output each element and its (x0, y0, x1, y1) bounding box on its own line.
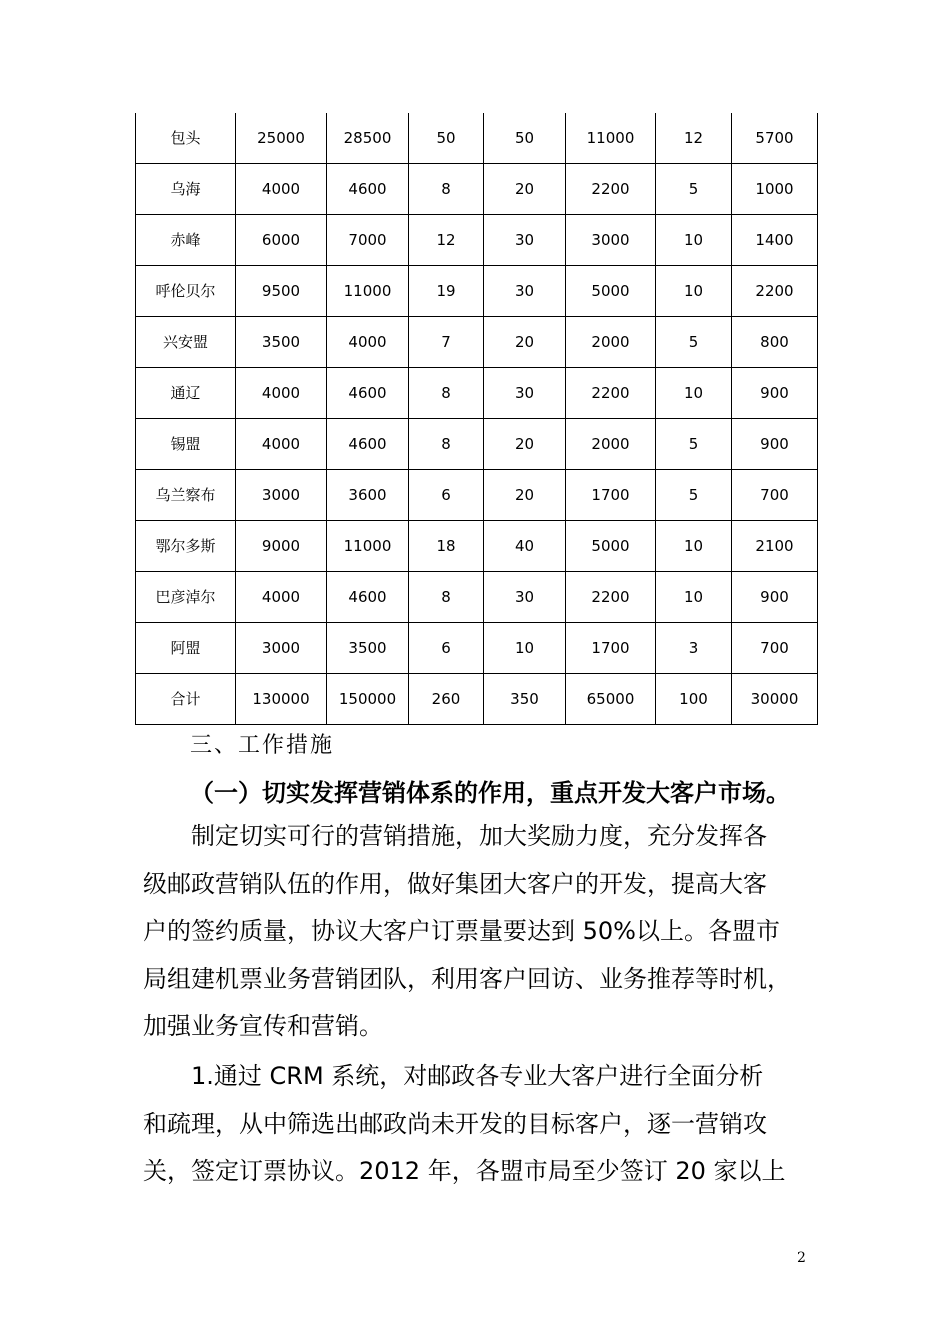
table-row (136, 419, 818, 470)
table-cell: 4000 (236, 419, 327, 470)
paragraph-line: 级邮政营销队伍的作用，做好集团大客户的开发，提高大客 (143, 869, 767, 898)
table-cell: 3000 (566, 215, 656, 266)
table-row (136, 572, 818, 623)
table-row (136, 266, 818, 317)
table-cell: 40 (484, 521, 566, 572)
region-cell: 呼伦贝尔 (136, 266, 236, 317)
region-cell: 鄂尔多斯 (136, 521, 236, 572)
section-heading: 三、工作措施 (190, 733, 335, 758)
table-cell: 6000 (236, 215, 327, 266)
table-cell: 1700 (566, 470, 656, 521)
table-cell: 700 (732, 623, 818, 674)
table-cell: 12 (409, 215, 484, 266)
table-cell: 8 (409, 368, 484, 419)
region-cell: 锡盟 (136, 419, 236, 470)
table-cell: 10 (656, 266, 732, 317)
table-row (136, 470, 818, 521)
table-cell: 900 (732, 572, 818, 623)
table-cell: 20 (484, 317, 566, 368)
table-cell: 3600 (327, 470, 409, 521)
table-cell: 4600 (327, 164, 409, 215)
table-cell: 4000 (236, 368, 327, 419)
table-cell: 4600 (327, 368, 409, 419)
table-row (136, 368, 818, 419)
table-cell: 3000 (236, 470, 327, 521)
table-cell: 20 (484, 419, 566, 470)
table-cell: 2200 (566, 368, 656, 419)
table-cell: 4000 (236, 164, 327, 215)
table-cell: 5 (656, 164, 732, 215)
table-cell: 30 (484, 215, 566, 266)
table-cell: 3000 (236, 623, 327, 674)
table-cell: 12 (656, 113, 732, 164)
table-cell: 10 (656, 521, 732, 572)
table-row (136, 164, 818, 215)
table-cell: 20 (484, 470, 566, 521)
table-cell: 30 (484, 266, 566, 317)
table-cell: 65000 (566, 674, 656, 725)
table-cell: 700 (732, 470, 818, 521)
table-body (136, 113, 818, 725)
table-row (136, 674, 818, 725)
table-cell: 260 (409, 674, 484, 725)
table-cell: 5700 (732, 113, 818, 164)
paragraph-line: 户的签约质量，协议大客户订票量要达到 50%以上。各盟市 (143, 917, 780, 945)
table-cell: 3500 (236, 317, 327, 368)
table-cell: 800 (732, 317, 818, 368)
region-cell: 包头 (136, 113, 236, 164)
table-row (136, 623, 818, 674)
table-cell: 50 (409, 113, 484, 164)
table-cell: 10 (656, 572, 732, 623)
table-cell: 8 (409, 419, 484, 470)
table-cell: 20 (484, 164, 566, 215)
table-cell: 1400 (732, 215, 818, 266)
table-row (136, 317, 818, 368)
paragraph-line: 加强业务宣传和营销。 (143, 1012, 383, 1040)
table-cell: 28500 (327, 113, 409, 164)
paragraph-line: 和疏理，从中筛选出邮政尚未开发的目标客户，逐一营销攻 (143, 1109, 767, 1138)
table-cell: 5 (656, 317, 732, 368)
table-cell: 18 (409, 521, 484, 572)
region-cell: 通辽 (136, 368, 236, 419)
table-cell: 4000 (236, 572, 327, 623)
paragraph-line: 局组建机票业务营销团队，利用客户回访、业务推荐等时机， (143, 964, 791, 993)
table-cell: 11000 (327, 266, 409, 317)
table-cell: 25000 (236, 113, 327, 164)
subheading: （一）切实发挥营销体系的作用，重点开发大客户市场。 (190, 779, 790, 807)
table-cell: 11000 (327, 521, 409, 572)
table-cell: 30 (484, 572, 566, 623)
table-cell: 30000 (732, 674, 818, 725)
table-cell: 7000 (327, 215, 409, 266)
table-cell: 30 (484, 368, 566, 419)
table-cell: 2200 (732, 266, 818, 317)
table-cell: 2100 (732, 521, 818, 572)
region-cell: 赤峰 (136, 215, 236, 266)
table-cell: 5 (656, 419, 732, 470)
table-cell: 4000 (327, 317, 409, 368)
table-cell: 9000 (236, 521, 327, 572)
region-cell: 兴安盟 (136, 317, 236, 368)
region-cell: 合计 (136, 674, 236, 725)
page-number: 2 (797, 1250, 806, 1266)
region-cell: 阿盟 (136, 623, 236, 674)
table-cell: 1700 (566, 623, 656, 674)
table-cell: 1000 (732, 164, 818, 215)
region-cell: 巴彦淖尔 (136, 572, 236, 623)
table-cell: 19 (409, 266, 484, 317)
table-cell: 5000 (566, 521, 656, 572)
table-cell: 7 (409, 317, 484, 368)
table-cell: 10 (656, 215, 732, 266)
table-cell: 2000 (566, 317, 656, 368)
table-cell: 10 (656, 368, 732, 419)
table-row (136, 113, 818, 164)
table-cell: 5000 (566, 266, 656, 317)
data-table (135, 113, 818, 725)
region-cell: 乌兰察布 (136, 470, 236, 521)
table-cell: 130000 (236, 674, 327, 725)
table-cell: 9500 (236, 266, 327, 317)
table-cell: 900 (732, 368, 818, 419)
table-cell: 8 (409, 572, 484, 623)
table-cell: 10 (484, 623, 566, 674)
table-cell: 4600 (327, 419, 409, 470)
table-cell: 100 (656, 674, 732, 725)
table-row (136, 521, 818, 572)
table-cell: 350 (484, 674, 566, 725)
table-cell: 50 (484, 113, 566, 164)
table-cell: 900 (732, 419, 818, 470)
table-cell: 4600 (327, 572, 409, 623)
table-cell: 2200 (566, 164, 656, 215)
table-cell: 11000 (566, 113, 656, 164)
table-cell: 6 (409, 470, 484, 521)
paragraph-line: 1.通过 CRM 系统，对邮政各专业大客户进行全面分析 (191, 1062, 764, 1090)
table-cell: 6 (409, 623, 484, 674)
table-cell: 150000 (327, 674, 409, 725)
table-cell: 5 (656, 470, 732, 521)
table-cell: 2000 (566, 419, 656, 470)
table-cell: 3 (656, 623, 732, 674)
paragraph-2 (143, 1053, 815, 1196)
table-cell: 3500 (327, 623, 409, 674)
paragraph-1 (143, 813, 815, 1051)
paragraph-line: 制定切实可行的营销措施，加大奖励力度，充分发挥各 (191, 822, 767, 850)
paragraph-line: 关，签定订票协议。2012 年，各盟市局至少签订 20 家以上 (143, 1157, 786, 1185)
region-cell: 乌海 (136, 164, 236, 215)
table-cell: 2200 (566, 572, 656, 623)
table-row (136, 215, 818, 266)
table-cell: 8 (409, 164, 484, 215)
